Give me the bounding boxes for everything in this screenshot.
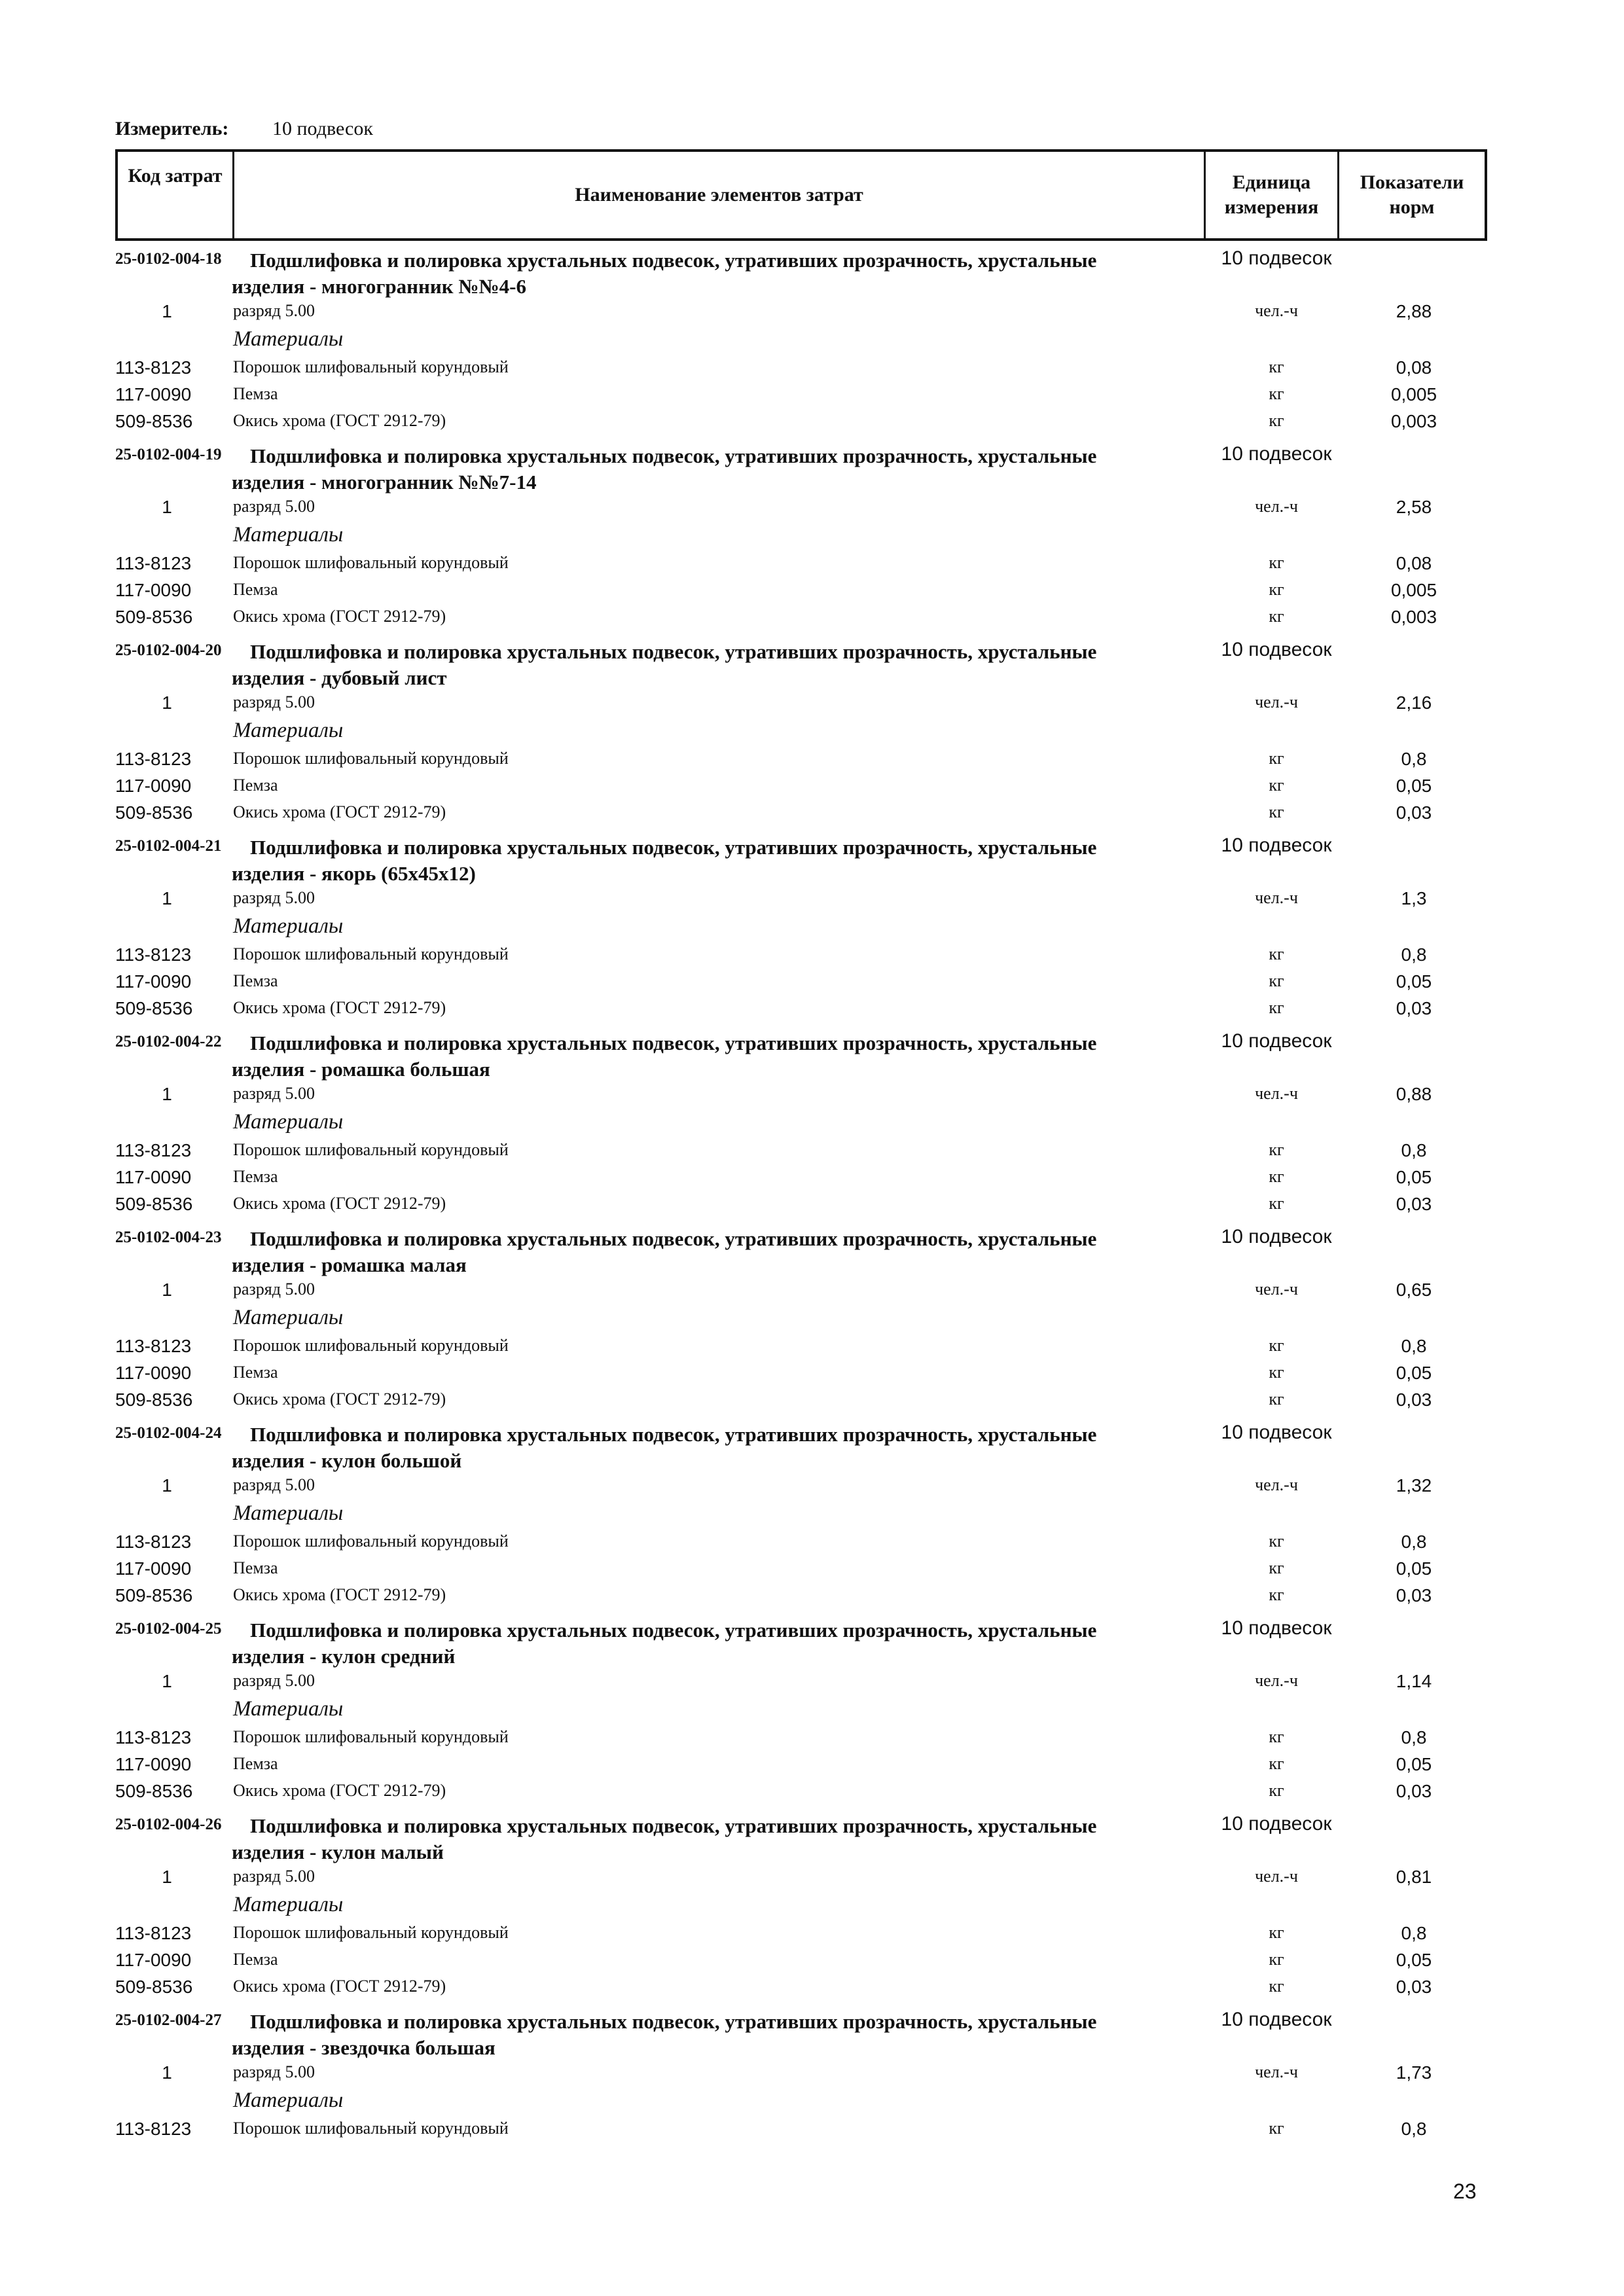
material-row (0, 1336, 1624, 1363)
estimate-title (232, 1030, 1166, 1083)
estimate-title-line2: изделия - кулон средний (232, 1645, 456, 1668)
estimate-unit: 10 подвесок (1221, 2009, 1332, 2030)
material-name: Порошок шлифовальный корундовый (233, 749, 509, 768)
row-value: 0,05 (1396, 1754, 1432, 1774)
material-name: Порошок шлифовальный корундовый (233, 553, 509, 572)
labor-row (0, 1084, 1624, 1111)
estimate-title-line1: Подшлифовка и полировка хрустальных подвесок, утративших прозрачность, хрустальные (250, 1619, 1097, 1641)
row-value: 0,03 (1396, 1194, 1432, 1214)
estimate-title-row (0, 1813, 1624, 1867)
material-row (0, 944, 1624, 971)
material-row (0, 384, 1624, 411)
material-row (0, 802, 1624, 829)
estimate-title-line2: изделия - многогранник №№7-14 (232, 471, 537, 493)
estimate-title-row (0, 834, 1624, 888)
row-unit: чел.-ч (1255, 497, 1298, 516)
row-unit: кг (1269, 2119, 1284, 2138)
materials-heading: Материалы (233, 1697, 344, 1721)
estimate-code: 25-0102-004-24 (115, 1424, 222, 1442)
row-unit: чел.-ч (1255, 301, 1298, 320)
material-code: 117-0090 (115, 1950, 192, 1970)
material-code: 509-8536 (115, 1781, 193, 1801)
material-name: Окись хрома (ГОСТ 2912-79) (233, 1977, 446, 1996)
material-name: Пемза (233, 1167, 278, 1186)
row-unit: кг (1269, 998, 1284, 1017)
row-value: 0,03 (1396, 802, 1432, 823)
materials-heading-row (0, 1110, 1624, 1137)
estimate-title-row (0, 1030, 1624, 1084)
estimate-unit: 10 подвесок (1221, 1422, 1332, 1443)
material-row (0, 1532, 1624, 1558)
meter-value: 10 подвесок (272, 118, 373, 139)
estimate-unit: 10 подвесок (1221, 639, 1332, 660)
material-name: Порошок шлифовальный корундовый (233, 1923, 509, 1942)
material-row (0, 1977, 1624, 2003)
row-value: 2,16 (1396, 692, 1432, 713)
estimate-title-line1: Подшлифовка и полировка хрустальных подвесок, утративших прозрачность, хрустальные (250, 1423, 1097, 1446)
row-unit: кг (1269, 944, 1284, 963)
header-norm: Показатели норм (1360, 171, 1464, 218)
row-value: 0,03 (1396, 1585, 1432, 1605)
row-unit: чел.-ч (1255, 1671, 1298, 1690)
material-row (0, 1558, 1624, 1585)
row-unit: кг (1269, 1585, 1284, 1604)
material-name: Окись хрома (ГОСТ 2912-79) (233, 1585, 446, 1604)
materials-heading-row (0, 327, 1624, 354)
material-name: Окись хрома (ГОСТ 2912-79) (233, 998, 446, 1017)
material-row (0, 357, 1624, 384)
row-value: 0,8 (1401, 1532, 1427, 1552)
material-code: 113-8123 (115, 2119, 192, 2139)
estimate-title (232, 639, 1166, 691)
row-value: 0,003 (1390, 607, 1437, 627)
material-code: 509-8536 (115, 998, 193, 1018)
row-value: 0,005 (1390, 580, 1437, 600)
row-unit: кг (1269, 357, 1284, 376)
materials-heading-row (0, 914, 1624, 941)
estimate-title-line2: изделия - многогранник №№4-6 (232, 275, 526, 298)
row-unit: кг (1269, 1781, 1284, 1800)
row-unit: кг (1269, 1558, 1284, 1577)
material-row (0, 998, 1624, 1025)
materials-heading: Материалы (233, 1110, 344, 1134)
row-value: 0,05 (1396, 1167, 1432, 1187)
material-code: 509-8536 (115, 1390, 193, 1410)
row-unit: чел.-ч (1255, 692, 1298, 711)
estimate-title-line1: Подшлифовка и полировка хрустальных подвесок, утративших прозрачность, хрустальные (250, 640, 1097, 663)
row-value: 0,03 (1396, 998, 1432, 1018)
estimate-title-line2: изделия - ромашка малая (232, 1253, 467, 1276)
material-row (0, 1754, 1624, 1781)
labor-row (0, 692, 1624, 719)
estimate-unit: 10 подвесок (1221, 834, 1332, 856)
row-value: 0,8 (1401, 1727, 1427, 1748)
material-code: 509-8536 (115, 1977, 193, 1997)
row-value: 0,8 (1401, 944, 1427, 965)
row-value: 0,05 (1396, 1950, 1432, 1970)
row-value: 0,03 (1396, 1390, 1432, 1410)
materials-heading: Материалы (233, 523, 344, 547)
estimate-title-line2: изделия - дубовый лист (232, 666, 447, 689)
row-unit: кг (1269, 411, 1284, 430)
estimate-title-line1: Подшлифовка и полировка хрустальных подвесок, утративших прозрачность, хрустальные (250, 836, 1097, 859)
row-value: 0,65 (1396, 1280, 1432, 1300)
estimate-title-line2: изделия - кулон большой (232, 1449, 462, 1472)
material-row (0, 971, 1624, 998)
labor-name: разряд 5.00 (233, 1671, 315, 1690)
material-row (0, 1585, 1624, 1612)
materials-heading: Материалы (233, 1306, 344, 1329)
estimate-title-line2: изделия - кулон малый (232, 1840, 444, 1863)
material-code: 113-8123 (115, 1727, 192, 1748)
row-unit: кг (1269, 1390, 1284, 1408)
row-value: 1,14 (1396, 1671, 1432, 1691)
estimate-unit: 10 подвесок (1221, 443, 1332, 465)
material-row (0, 1727, 1624, 1754)
materials-heading: Материалы (233, 327, 344, 351)
row-value: 0,05 (1396, 1363, 1432, 1383)
material-row (0, 580, 1624, 607)
labor-name: разряд 5.00 (233, 1867, 315, 1886)
labor-code: 1 (162, 1671, 172, 1691)
materials-heading-row (0, 719, 1624, 745)
page-number: 23 (1453, 2179, 1477, 2203)
material-code: 113-8123 (115, 1140, 192, 1160)
labor-code: 1 (162, 1475, 172, 1496)
estimate-code: 25-0102-004-20 (115, 641, 222, 659)
material-row (0, 2119, 1624, 2145)
estimate-code: 25-0102-004-22 (115, 1033, 222, 1050)
row-unit: кг (1269, 1923, 1284, 1942)
estimate-code: 25-0102-004-27 (115, 2011, 222, 2029)
material-code: 117-0090 (115, 1754, 192, 1774)
estimate-unit: 10 подвесок (1221, 247, 1332, 269)
estimate-code: 25-0102-004-26 (115, 1816, 222, 1833)
materials-heading-row (0, 1501, 1624, 1528)
material-name: Пемза (233, 1754, 278, 1773)
row-unit: кг (1269, 553, 1284, 572)
labor-code: 1 (162, 1867, 172, 1887)
materials-heading-row (0, 1893, 1624, 1920)
material-name: Окись хрома (ГОСТ 2912-79) (233, 607, 446, 626)
material-code: 509-8536 (115, 1194, 193, 1214)
estimate-unit: 10 подвесок (1221, 1226, 1332, 1247)
row-unit: кг (1269, 1727, 1284, 1746)
row-unit: чел.-ч (1255, 1867, 1298, 1886)
material-row (0, 749, 1624, 776)
labor-name: разряд 5.00 (233, 2062, 315, 2081)
row-value: 0,81 (1396, 1867, 1432, 1887)
row-value: 0,8 (1401, 1140, 1427, 1160)
material-name: Пемза (233, 384, 278, 403)
estimate-title (232, 1226, 1166, 1278)
labor-row (0, 1671, 1624, 1698)
material-row (0, 553, 1624, 580)
estimate-title-line2: изделия - ромашка большая (232, 1058, 490, 1081)
row-unit: кг (1269, 1950, 1284, 1969)
materials-heading-row (0, 2089, 1624, 2115)
meter-label: Измеритель: (115, 118, 229, 139)
row-unit: кг (1269, 802, 1284, 821)
labor-name: разряд 5.00 (233, 1475, 315, 1494)
row-value: 0,05 (1396, 971, 1432, 992)
material-row (0, 411, 1624, 438)
material-name: Порошок шлифовальный корундовый (233, 1140, 509, 1159)
material-code: 113-8123 (115, 553, 192, 573)
row-unit: кг (1269, 1977, 1284, 1996)
labor-code: 1 (162, 301, 172, 321)
estimate-title-line1: Подшлифовка и полировка хрустальных подвесок, утративших прозрачность, хрустальные (250, 249, 1097, 272)
material-name: Окись хрома (ГОСТ 2912-79) (233, 1781, 446, 1800)
material-name: Пемза (233, 971, 278, 990)
row-unit: чел.-ч (1255, 1475, 1298, 1494)
row-unit: кг (1269, 776, 1284, 795)
row-unit: кг (1269, 1754, 1284, 1773)
material-code: 117-0090 (115, 1167, 192, 1187)
material-code: 509-8536 (115, 1585, 193, 1605)
labor-name: разряд 5.00 (233, 888, 315, 907)
header-code: Код затрат (118, 152, 234, 238)
row-value: 2,88 (1396, 301, 1432, 321)
materials-heading: Материалы (233, 1893, 344, 1916)
row-value: 0,03 (1396, 1977, 1432, 1997)
row-unit: кг (1269, 384, 1284, 403)
row-value: 0,8 (1401, 1336, 1427, 1356)
material-name: Окись хрома (ГОСТ 2912-79) (233, 411, 446, 430)
labor-name: разряд 5.00 (233, 497, 315, 516)
estimate-unit: 10 подвесок (1221, 1813, 1332, 1835)
row-unit: кг (1269, 607, 1284, 626)
material-code: 117-0090 (115, 971, 192, 992)
material-code: 113-8123 (115, 1923, 192, 1943)
material-code: 117-0090 (115, 384, 192, 404)
material-row (0, 1167, 1624, 1194)
estimate-title (232, 1813, 1166, 1865)
estimate-code: 25-0102-004-23 (115, 1229, 222, 1246)
material-name: Пемза (233, 1950, 278, 1969)
estimate-title (232, 443, 1166, 495)
material-name: Пемза (233, 776, 278, 795)
row-value: 0,8 (1401, 749, 1427, 769)
estimate-title-line2: изделия - звездочка большая (232, 2036, 496, 2059)
row-value: 1,3 (1401, 888, 1427, 908)
labor-row (0, 2062, 1624, 2089)
material-row (0, 1140, 1624, 1167)
material-code: 117-0090 (115, 1363, 192, 1383)
estimate-title-row (0, 1617, 1624, 1671)
labor-row (0, 497, 1624, 524)
labor-row (0, 1475, 1624, 1502)
material-row (0, 1781, 1624, 1808)
estimate-code: 25-0102-004-21 (115, 837, 222, 855)
row-unit: кг (1269, 580, 1284, 599)
estimate-title-line1: Подшлифовка и полировка хрустальных подвесок, утративших прозрачность, хрустальные (250, 1031, 1097, 1054)
materials-heading-row (0, 1306, 1624, 1333)
estimate-title (232, 834, 1166, 887)
row-unit: чел.-ч (1255, 1084, 1298, 1103)
row-value: 0,03 (1396, 1781, 1432, 1801)
estimate-title (232, 1422, 1166, 1474)
material-row (0, 1923, 1624, 1950)
material-name: Порошок шлифовальный корундовый (233, 944, 509, 963)
material-code: 117-0090 (115, 776, 192, 796)
estimate-title-line1: Подшлифовка и полировка хрустальных подвесок, утративших прозрачность, хрустальные (250, 444, 1097, 467)
labor-code: 1 (162, 497, 172, 517)
materials-heading: Материалы (233, 719, 344, 742)
estimate-unit: 10 подвесок (1221, 1030, 1332, 1052)
row-value: 0,8 (1401, 2119, 1427, 2139)
material-code: 113-8123 (115, 357, 192, 378)
row-value: 0,8 (1401, 1923, 1427, 1943)
estimate-code: 25-0102-004-25 (115, 1620, 222, 1638)
labor-name: разряд 5.00 (233, 301, 315, 320)
header-unit: Единица измерения (1206, 152, 1339, 238)
estimate-unit: 10 подвесок (1221, 1617, 1332, 1639)
material-code: 113-8123 (115, 944, 192, 965)
row-value: 1,32 (1396, 1475, 1432, 1496)
row-unit: чел.-ч (1255, 888, 1298, 907)
labor-row (0, 888, 1624, 915)
labor-code: 1 (162, 888, 172, 908)
labor-name: разряд 5.00 (233, 1280, 315, 1299)
row-value: 0,08 (1396, 553, 1432, 573)
material-code: 113-8123 (115, 749, 192, 769)
material-name: Порошок шлифовальный корундовый (233, 2119, 509, 2138)
row-unit: кг (1269, 1140, 1284, 1159)
materials-heading-row (0, 1697, 1624, 1724)
material-name: Окись хрома (ГОСТ 2912-79) (233, 1194, 446, 1213)
estimate-title-row (0, 639, 1624, 692)
row-value: 0,003 (1390, 411, 1437, 431)
estimate-title-row (0, 1422, 1624, 1475)
material-name: Окись хрома (ГОСТ 2912-79) (233, 802, 446, 821)
material-name: Порошок шлифовальный корундовый (233, 1336, 509, 1355)
estimate-code: 25-0102-004-19 (115, 446, 222, 463)
row-unit: чел.-ч (1255, 2062, 1298, 2081)
estimate-title-row (0, 1226, 1624, 1280)
material-row (0, 1390, 1624, 1416)
row-unit: кг (1269, 1363, 1284, 1382)
labor-code: 1 (162, 1280, 172, 1300)
labor-row (0, 301, 1624, 328)
material-name: Порошок шлифовальный корундовый (233, 357, 509, 376)
labor-name: разряд 5.00 (233, 692, 315, 711)
estimate-title (232, 247, 1166, 300)
row-unit: кг (1269, 749, 1284, 768)
row-unit: чел.-ч (1255, 1280, 1298, 1299)
row-unit: кг (1269, 971, 1284, 990)
materials-heading: Материалы (233, 914, 344, 938)
row-unit: кг (1269, 1532, 1284, 1551)
material-code: 117-0090 (115, 1558, 192, 1579)
material-name: Пемза (233, 1363, 278, 1382)
materials-heading-row (0, 523, 1624, 550)
material-name: Окись хрома (ГОСТ 2912-79) (233, 1390, 446, 1408)
row-value: 0,88 (1396, 1084, 1432, 1104)
estimate-code: 25-0102-004-18 (115, 250, 222, 268)
materials-heading: Материалы (233, 1501, 344, 1525)
material-name: Пемза (233, 580, 278, 599)
estimate-title-line2: изделия - якорь (65x45x12) (232, 862, 476, 885)
row-value: 0,05 (1396, 1558, 1432, 1579)
material-code: 509-8536 (115, 607, 193, 627)
header-name: Наименование элементов затрат (234, 152, 1206, 238)
labor-row (0, 1867, 1624, 1893)
material-row (0, 607, 1624, 634)
labor-code: 1 (162, 692, 172, 713)
material-row (0, 1194, 1624, 1221)
estimate-title-row (0, 247, 1624, 301)
estimate-title-line1: Подшлифовка и полировка хрустальных подвесок, утративших прозрачность, хрустальные (250, 1814, 1097, 1837)
material-name: Порошок шлифовальный корундовый (233, 1532, 509, 1551)
row-value: 0,08 (1396, 357, 1432, 378)
material-code: 113-8123 (115, 1532, 192, 1552)
labor-row (0, 1280, 1624, 1306)
material-code: 509-8536 (115, 802, 193, 823)
estimate-title-line1: Подшлифовка и полировка хрустальных подвесок, утративших прозрачность, хрустальные (250, 1227, 1097, 1250)
material-code: 117-0090 (115, 580, 192, 600)
row-value: 0,05 (1396, 776, 1432, 796)
row-unit: кг (1269, 1194, 1284, 1213)
material-name: Пемза (233, 1558, 278, 1577)
material-row (0, 1363, 1624, 1390)
row-unit: кг (1269, 1336, 1284, 1355)
row-value: 0,005 (1390, 384, 1437, 404)
materials-heading: Материалы (233, 2089, 344, 2112)
material-row (0, 776, 1624, 802)
material-code: 113-8123 (115, 1336, 192, 1356)
material-row (0, 1950, 1624, 1977)
estimate-title-row (0, 443, 1624, 497)
labor-name: разряд 5.00 (233, 1084, 315, 1103)
row-value: 1,73 (1396, 2062, 1432, 2083)
labor-code: 1 (162, 1084, 172, 1104)
row-unit: кг (1269, 1167, 1284, 1186)
row-value: 2,58 (1396, 497, 1432, 517)
material-code: 509-8536 (115, 411, 193, 431)
labor-code: 1 (162, 2062, 172, 2083)
estimate-title-line1: Подшлифовка и полировка хрустальных подвесок, утративших прозрачность, хрустальные (250, 2010, 1097, 2033)
material-name: Порошок шлифовальный корундовый (233, 1727, 509, 1746)
estimate-title-row (0, 2009, 1624, 2062)
estimate-title (232, 1617, 1166, 1670)
estimate-title (232, 2009, 1166, 2061)
